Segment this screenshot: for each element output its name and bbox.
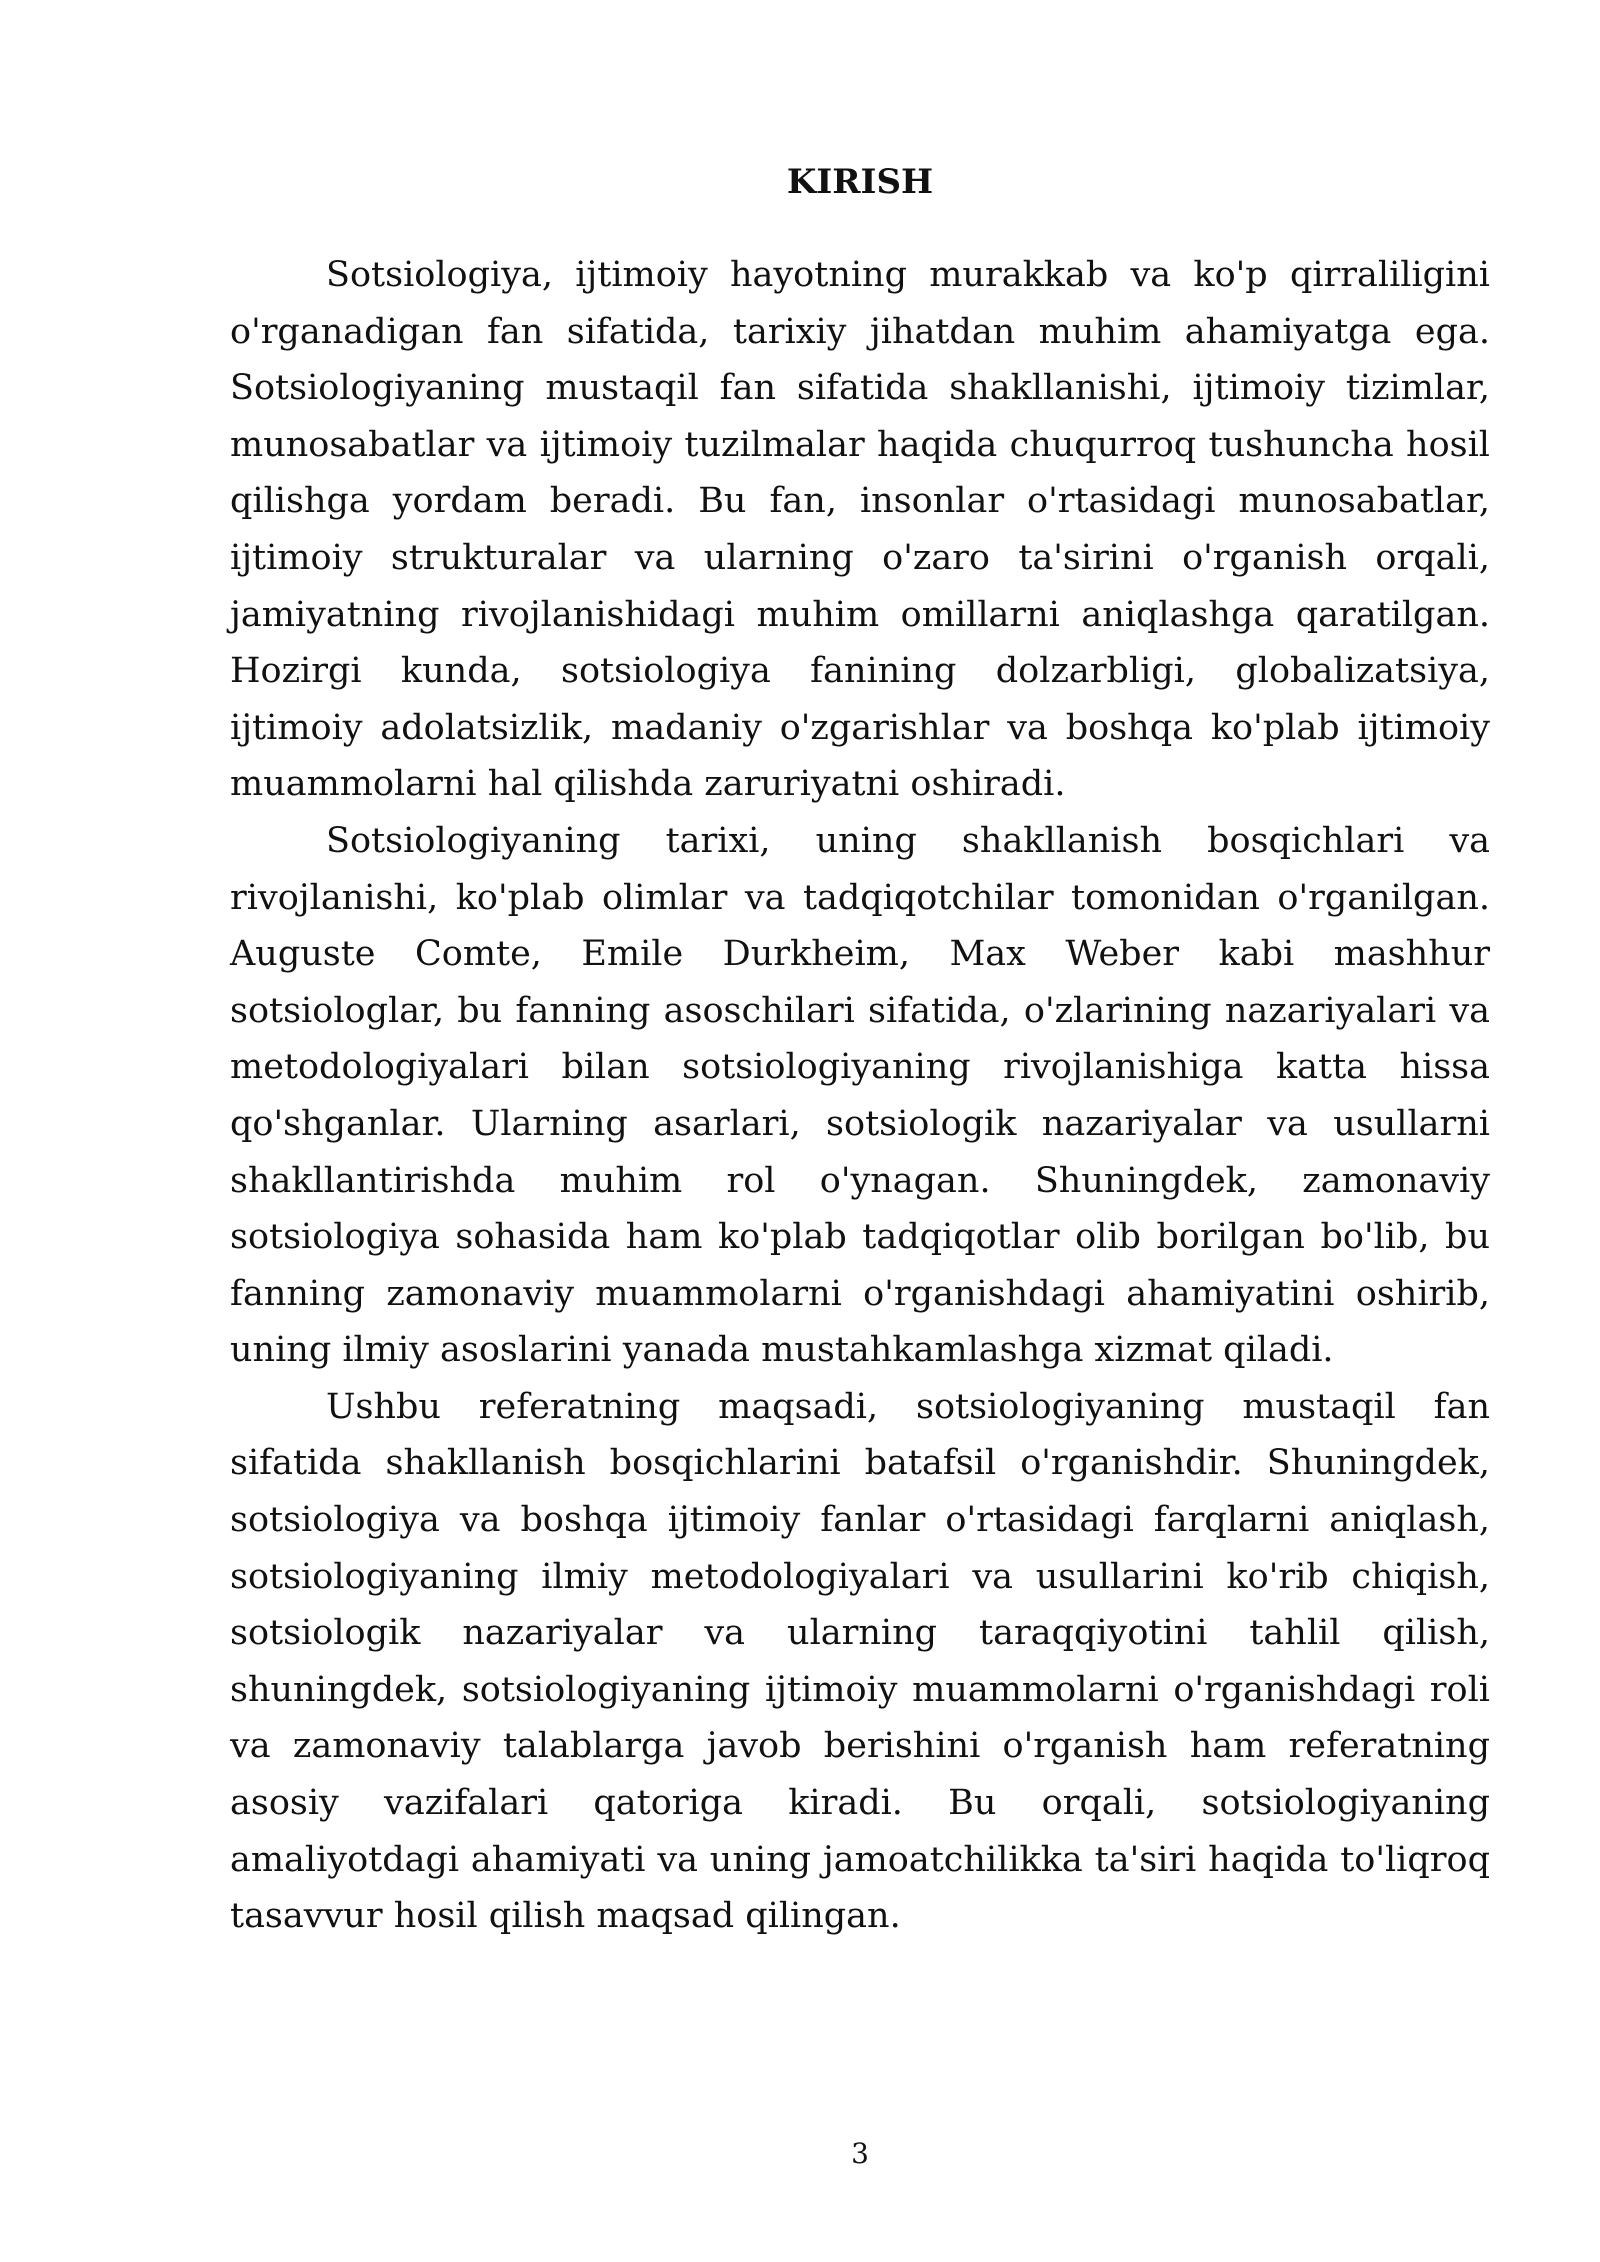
page-title: KIRISH <box>786 162 934 202</box>
paragraph-1: Sotsiologiya, ijtimoiy hayotning murakkab va ko'p qirraliligini o'rganadigan fan sifatida, tarixiy jihatdan muhim ahamiyatga ega. Sotsiologiyaning mustaqil fan sifatida shakllanishi, ijtimoiy tizimlar, munosabatlar va ijtimoiy tuzilmalar haqida chuqurroq tushuncha hosil qilishga yordam beradi. Bu fan, insonlar o'rtasidagi munosabatlar, ijtimoiy strukturalar va ularning o'zaro ta'sirini o'rganish orqali, jamiyatning rivojlanishidagi muhim omillarni aniqlashga qaratilgan. Hozirgi kunda, sotsiologiya fanining dolzarbligi, globalizatsiya, ijtimoiy adolatsizlik, madaniy o'zgarishlar va boshqa ko'plab ijtimoiy muammolarni hal qilishda zaruriyatni oshiradi. <box>230 255 1490 805</box>
paragraph-3: Ushbu referatning maqsadi, sotsiologiyaning mustaqil fan sifatida shakllanish bosqichlarini batafsil o'rganishdir. Shuningdek, sotsiologiya va boshqa ijtimoiy fanlar o'rtasidagi farqlarni aniqlash, sotsiologiyaning ilmiy metodologiyalari va usullarini ko'rib chiqish, sotsiologik nazariyalar va ularning taraqqiyotini tahlil qilish, shuningdek, sotsiologiyaning ijtimoiy muammolarni o'rganishdagi roli va zamonaviy talablarga javob berishini o'rganish ham referatning asosiy vazifalari qatoriga kiradi. Bu orqali, sotsiologiyaning amaliyotdagi ahamiyati va uning jamoatchilikka ta'siri haqida to'liqroq tasavvur hosil qilish maqsad qilingan. <box>230 1386 1490 1937</box>
paragraph-2: Sotsiologiyaning tarixi, uning shakllanish bosqichlari va rivojlanishi, ko'plab olimlar va tadqiqotchilar tomonidan o'rganilgan. Auguste Comte, Emile Durkheim, Max Weber kabi mashhur sotsiologlar, bu fanning asoschilari sifatida, o'zlarining nazariyalari va metodologiyalari bilan sotsiologiyaning rivojlanishiga katta hissa qo'shganlar. Ularning asarlari, sotsiologik nazariyalar va usullarni shakllantirishda muhim rol o'ynagan. Shuningdek, zamonaviy sotsiologiya sohasida ham ko'plab tadqiqotlar olib borilgan bo'lib, bu fanning zamonaviy muammolarni o'rganishdagi ahamiyatini oshirib, uning ilmiy asoslarini yanada mustahkamlashga xizmat qiladi. <box>230 820 1490 1371</box>
page-number: 3 <box>851 2137 869 2170</box>
document-body <box>230 247 1490 1945</box>
